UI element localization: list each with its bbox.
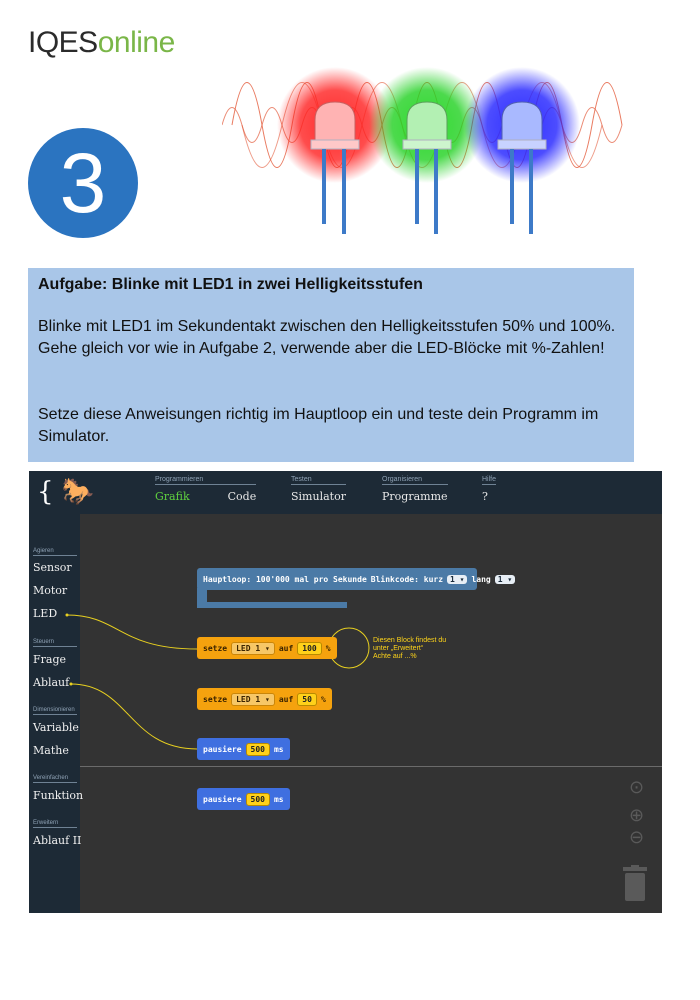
percent-unit: % [320, 694, 326, 704]
sidebar-category-vereinfachen: Vereinfachen [33, 775, 77, 783]
zoom-in-icon[interactable]: ⊕ [629, 805, 645, 825]
hint-line: Diesen Block findest du [373, 637, 447, 644]
zoom-out-icon[interactable]: ⊖ [629, 827, 645, 847]
set-led-percent-block[interactable] [197, 637, 337, 659]
kurz-dropdown[interactable]: 1 ▾ [447, 575, 467, 584]
step-number-badge: 3 [28, 128, 138, 238]
trash-icon[interactable] [621, 865, 649, 901]
brightness-input[interactable]: 100 [297, 642, 321, 655]
setze-label: setze [203, 694, 228, 704]
sidebar-item-led[interactable]: LED [33, 607, 58, 620]
hint-line: unter „Erweitert“ [373, 645, 424, 652]
led-number: 1 [255, 643, 261, 653]
setze-label: setze [203, 643, 228, 653]
mainloop-block[interactable] [197, 568, 513, 590]
task-box [28, 268, 634, 462]
sidebar-item-frage[interactable]: Frage [33, 653, 66, 666]
led-label: LED [236, 643, 251, 653]
hint-line: Achte auf ...% [373, 653, 417, 660]
mainloop-body-bottom [197, 602, 347, 608]
sidebar-category-steuern: Steuern [33, 639, 77, 647]
nav-category: Programmieren [155, 476, 256, 485]
horse-logo-icon: { 🐎 [37, 477, 95, 507]
percent-unit: % [325, 643, 331, 653]
led-label: LED [236, 694, 251, 704]
sidebar-item-mathe[interactable]: Mathe [33, 744, 69, 757]
led-dropdown[interactable]: LED 1 ▾ [231, 642, 275, 655]
sidebar-item-funktion[interactable]: Funktion [33, 789, 84, 802]
sidebar-category-dimensionieren: Dimensionieren [33, 707, 77, 715]
task-title: Aufgabe: Blinke mit LED1 in zwei Helligkeitsstufen [38, 276, 423, 293]
led-number: 1 [255, 694, 261, 704]
tab-help[interactable]: ? [482, 490, 488, 503]
pause-duration-input[interactable]: 500 [246, 743, 270, 756]
sidebar-item-variable[interactable]: Variable [33, 721, 79, 734]
brightness-input[interactable]: 50 [297, 693, 317, 706]
sidebar-category-erweitern: Erweitern [33, 820, 77, 828]
mainloop-label: Hauptloop: 100'000 mal pro Sekunde [203, 574, 367, 584]
iqes-logo [28, 26, 175, 60]
sidebar-item-ablauf-ii[interactable]: Ablauf II [33, 834, 82, 847]
logo-brand: IQES [28, 26, 98, 59]
blinkcode-label: Blinkcode: kurz [370, 574, 444, 584]
sidebar-item-sensor[interactable]: Sensor [33, 561, 72, 574]
pause-duration-input[interactable]: 500 [246, 793, 270, 806]
sidebar-item-ablauf[interactable]: Ablauf [33, 676, 70, 689]
sidebar-item-motor[interactable]: Motor [33, 584, 68, 597]
pause-label: pausiere [203, 794, 242, 804]
ms-unit: ms [273, 794, 284, 804]
nav-category: Organisieren [382, 476, 448, 485]
logo-suffix: online [97, 26, 175, 59]
center-view-icon[interactable]: ⊙ [629, 777, 645, 797]
lang-dropdown[interactable]: 1 ▾ [495, 575, 515, 584]
ms-unit: ms [273, 744, 284, 754]
auf-label: auf [278, 694, 294, 704]
task-paragraph-1: Blinke mit LED1 im Sekundentakt zwischen den Helligkeitsstufen 50% und 100%. Gehe gleich vor wie in Aufgabe 2, verwende aber die LED-Blöcke mit %-Zahlen! [38, 318, 616, 357]
tab-grafik[interactable]: Grafik [155, 490, 190, 503]
auf-label: auf [278, 643, 294, 653]
nav-category: Testen [291, 476, 346, 485]
mainloop-body-left [197, 588, 207, 602]
tab-programme[interactable]: Programme [382, 490, 448, 503]
tab-code[interactable]: Code [227, 490, 257, 503]
sidebar-category-agieren: Agieren [33, 548, 77, 556]
pause-block[interactable] [197, 738, 290, 760]
lang-label: lang [471, 574, 491, 584]
connector-lines [29, 471, 662, 913]
set-led-percent-block[interactable] [197, 688, 332, 710]
tab-simulator[interactable]: Simulator [291, 490, 346, 503]
programming-editor [29, 471, 662, 913]
lang-value: 1 [497, 574, 503, 584]
nav-category: Hilfe [482, 476, 497, 483]
led-illustration [222, 30, 662, 255]
hint-annotation [373, 637, 493, 661]
pause-label: pausiere [203, 744, 242, 754]
task-paragraph-2: Setze diese Anweisungen richtig im Hauptloop ein und teste dein Programm im Simulator. [38, 406, 599, 445]
kurz-value: 1 [450, 574, 455, 584]
led-dropdown[interactable]: LED 1 ▾ [231, 693, 275, 706]
pause-block[interactable] [197, 788, 290, 810]
